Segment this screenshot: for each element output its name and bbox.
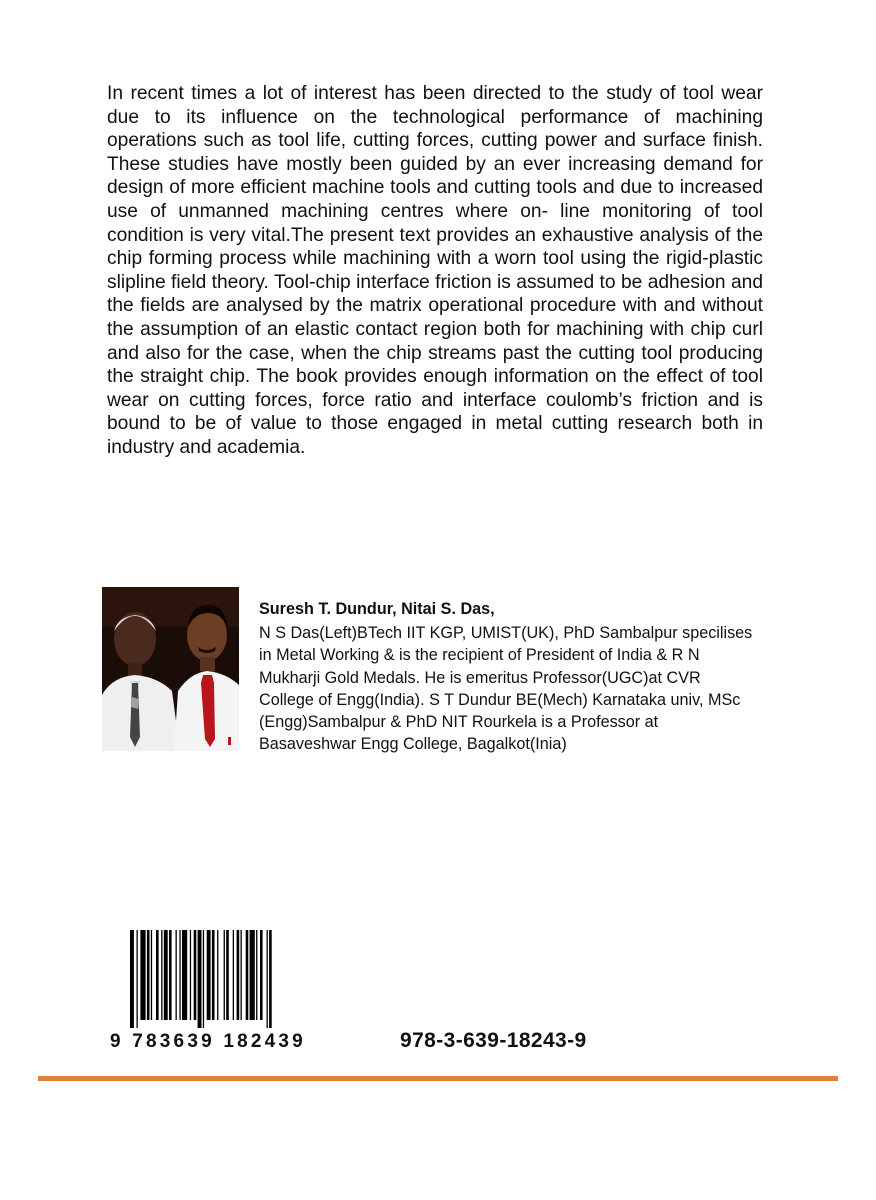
author-info (259, 598, 769, 755)
barcode-bar (161, 930, 162, 1020)
barcode-bar (241, 930, 242, 1020)
barcode-bar (212, 930, 215, 1020)
accent-divider (38, 1076, 838, 1081)
author-bio: N S Das(Left)BTech IIT KGP, UMIST(UK), PhD Sambalpur specilises in Metal Working & is the recipient of President of India & R N Mukharji Gold Medals. He is emeritus Professor(UGC)at CVR College of Engg(India). S T Dundur BE(Mech) Karnataka univ, MSc (Engg)Sambalpur & PhD NIT Rourkela is a Professor at Basaveshwar Engg College, Bagalkot(Inia) (259, 624, 753, 754)
barcode-bar (140, 930, 145, 1020)
barcode-bar (179, 930, 180, 1020)
author-names: Suresh T. Dundur, Nitai S. Das, (259, 600, 495, 618)
barcode-bar (190, 930, 191, 1020)
barcode-bar (207, 930, 211, 1020)
barcode-bar (256, 930, 257, 1020)
barcode-bar (182, 930, 187, 1020)
barcode-bar (237, 930, 240, 1020)
barcode-bar (147, 930, 150, 1020)
barcode-bar (224, 930, 225, 1020)
barcode-bars (108, 928, 358, 1028)
barcode-bar (137, 930, 138, 1028)
barcode-bar (226, 930, 229, 1020)
barcode-bar (164, 930, 168, 1020)
barcode-bar (169, 930, 172, 1020)
barcode-bar (151, 930, 152, 1020)
back-cover-blurb: In recent times a lot of interest has been directed to the study of tool wear due to its influence on the technological performance of machining operations such as tool life, cutting forces, cutting power and surface finish. These studies have mostly been guided by an ever increasing demand for design of more efficient machine tools and cutting tools and due to increased use of unmanned machining centres where on- line monitoring of tool condition is very vital.The present text provides an exhaustive analysis of the chip forming process while machining with a worn tool using the rigid-plastic slipline field theory. Tool-chip interface friction is assumed to be adhesion and the fields are analysed by the matrix operational procedure with and without the assumption of an elastic contact region both for machining with chip curl and also for the case, when the chip streams past the cutting tool producing the straight chip. The book provides enough information on the effect of tool wear on cutting forces, force ratio and interface coulomb’s friction and is bound to be of value to those engaged in metal cutting research both in industry and academia. (107, 83, 763, 458)
barcode-bar (203, 930, 204, 1028)
barcode-bar (246, 930, 249, 1020)
author-photo (102, 587, 239, 751)
barcode-bar (217, 930, 218, 1020)
barcode-bar (156, 930, 159, 1020)
barcode-digits: 9 783639 182439 (110, 1031, 306, 1052)
barcode-bar (250, 930, 255, 1020)
barcode-bar (198, 930, 202, 1028)
barcode-bar (176, 930, 177, 1020)
barcode-bar (233, 930, 234, 1020)
isbn-number: 978-3-639-18243-9 (400, 1029, 587, 1052)
barcode-bar (269, 930, 272, 1028)
barcode-bar (194, 930, 197, 1020)
left-author-head (114, 612, 156, 666)
barcode-bar (267, 930, 268, 1028)
barcode-bar (130, 930, 134, 1028)
barcode-bar (260, 930, 263, 1020)
